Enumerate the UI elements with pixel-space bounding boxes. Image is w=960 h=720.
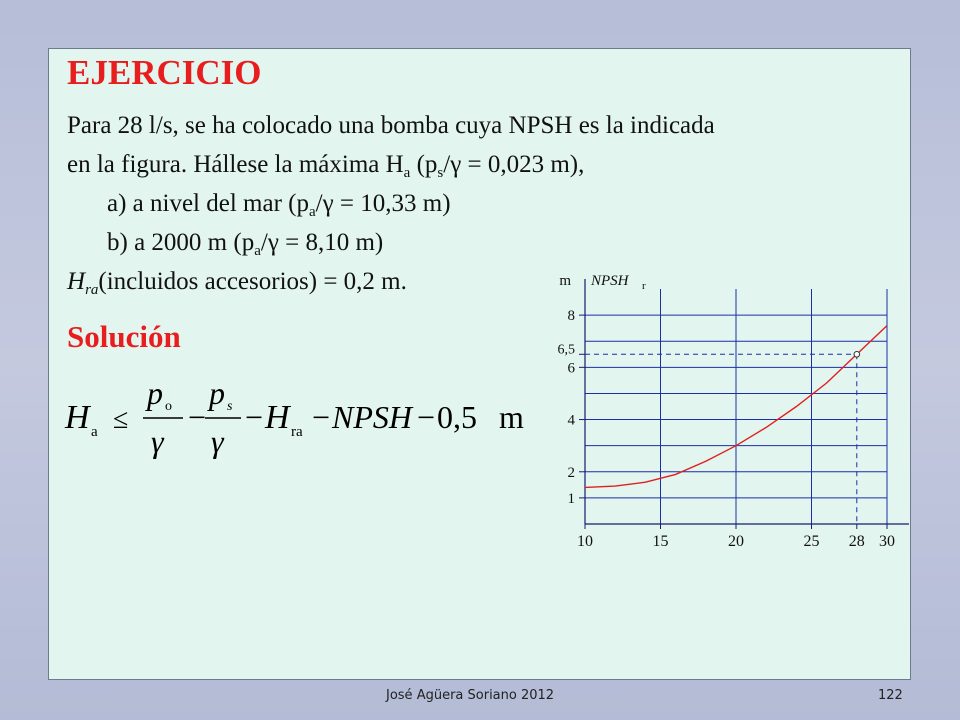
statement-text: en la figura. Hállese la máxima H [67,151,404,178]
formula-den1: γ [151,423,164,459]
solution-title: Solución [67,319,181,354]
footer [0,683,960,711]
formula-minus: − [312,399,331,435]
formula-constant: 0,5 [437,399,477,435]
statement-text: /γ = 8,10 m) [260,229,384,256]
formula-lhs-sub: a [91,424,98,440]
formula-lhs: H [65,399,90,436]
y-tick-label: 8 [567,308,575,325]
statement-text: b) a 2000 m (p [107,229,255,256]
formula-num2: p [209,375,225,411]
statement-line-3 [107,190,451,221]
formula-hra: H [265,399,290,436]
cavitation-formula [61,374,541,459]
y-tick-label: 2 [567,464,575,481]
subscript: s [437,165,444,181]
formula-num1: p [147,375,163,411]
formula-minus: − [188,399,207,435]
statement-line-4 [107,229,383,260]
subscript: a [403,165,411,181]
formula-hra-sub: ra [291,424,303,440]
footer-author: José Agüera Soriano 2012 [386,688,555,703]
statement-text: H [67,268,86,295]
series-label: NPSH [591,273,629,289]
x-tick-label: 30 [879,533,895,550]
subscript: ra [85,282,99,298]
formula-leq: ≤ [113,404,129,435]
x-tick-label: 25 [803,533,820,550]
statement-text: Para 28 l/s, se ha colocado una bomba cuya NPSH es la indicada [67,112,715,139]
x-tick-label: 28 [848,533,865,550]
formula-unit: m [499,399,524,435]
statement-line-5 [67,268,407,299]
y-tick-label: 6 [567,360,575,377]
statement-line-1 [67,112,715,140]
npsh-chart [540,273,912,550]
x-tick-label: 20 [728,533,744,550]
formula-minus: − [245,399,264,435]
statement-text: a) a nivel del mar (p [107,190,309,217]
formula-npsh: NPSH [332,399,412,435]
statement-text: /γ = 0,023 m), [443,151,585,178]
formula-num1-sub: o [165,399,172,414]
statement-text: /γ = 10,33 m) [315,190,451,217]
statement-text: (p [410,151,438,178]
y-tick-label: 1 [567,490,575,507]
statement-line-2 [67,151,584,182]
formula-minus: − [417,399,436,435]
slide-panel [48,48,911,680]
y-marked-label: 6,5 [557,342,575,358]
series-label-sub: r [642,280,646,292]
operating-point [854,351,860,357]
page-number: 122 [878,688,903,703]
formula-den2: γ [211,423,224,459]
y-tick-label: 4 [567,412,575,429]
formula-num2-sub: s [227,399,233,414]
subscript: a [309,204,316,220]
slide-title: EJERCICIO [67,53,262,92]
x-tick-label: 10 [577,533,593,550]
statement-text: (incluidos accesorios) = 0,2 m. [98,268,407,295]
y-axis-unit: m [559,273,571,289]
subscript: a [254,243,261,259]
x-tick-label: 15 [652,533,669,550]
